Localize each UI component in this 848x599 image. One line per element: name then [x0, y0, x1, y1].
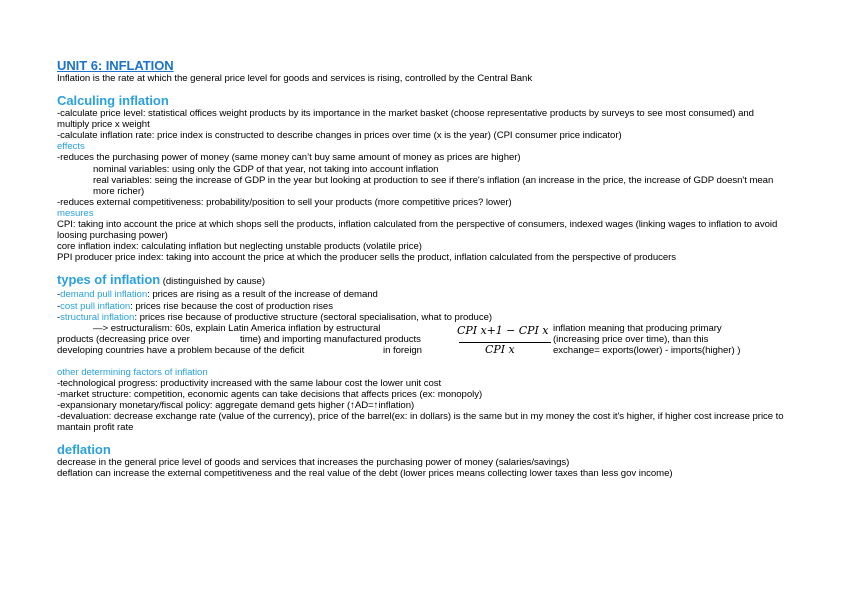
structuralism-row-2c: (increasing price over time), than this — [553, 333, 709, 345]
structural-text: : prices rise because of productive structure (sectoral specialisation, what to produce) — [134, 311, 493, 323]
devaluation: -devaluation: decrease exchange rate (value of the currency), price of the barrel(ex: in dollars) is the same but in my money the cost it's higher, if higher cost increase price to mantain profit rate — [57, 411, 784, 434]
structuralism-row-3: developing countries have a problem because of the deficit — [57, 344, 305, 356]
demand-pull-line — [57, 289, 787, 300]
structuralism-row-3c: exchange= exports(lower) - imports(higher) ) — [553, 344, 741, 356]
calc-line-1: -calculate price level: statistical offices weight products by its importance in the market basket (choose representative products by surveys to see most consumed) and multiply price x weight — [57, 108, 754, 131]
cost-pull-text: : prices rise because the cost of production rises — [130, 300, 333, 312]
cost-pull-line — [57, 301, 787, 312]
structuralism-row-3b: in foreign — [383, 344, 422, 356]
demand-pull-text: : prices are rising as a result of the increase of demand — [147, 289, 378, 301]
tech-progress: -technological progress: productivity increased with the same labour cost the lower unit cost — [57, 377, 442, 389]
effect-1: -reduces the purchasing power of money (same money can’t buy same amount of money as prices are higher) — [57, 152, 521, 164]
formula-denominator: CPI x — [485, 342, 515, 356]
ppi-text: PPI producer price index: taking into account the price at which the producer sells the product, inflation calculated from the perspective of producers — [57, 252, 677, 264]
market-structure: -market structure: competition, economic agents can take decisions that affects prices (ex: monopoly) — [57, 388, 483, 400]
structuralism-row-2: products (decreasing price over — [57, 333, 190, 345]
formula-numerator: CPI x+1 − CPI x — [457, 323, 549, 337]
effect-2: -reduces external competitiveness: probability/position to sell your products (more competitive prices? lower) — [57, 196, 512, 208]
structural-line — [57, 312, 787, 323]
demand-pull-label: demand pull inflation — [60, 289, 148, 301]
cpi-text: CPI: taking into account the price at which shops sell the products, inflation calculated from the perspective of consumers, indexed wages (linking wages to inflation to avoid loosing purchasing power) — [57, 219, 778, 242]
dash: - — [57, 311, 61, 323]
structuralism-row-1b: inflation meaning that producing primary — [553, 322, 722, 334]
real-variables: real variables: seing the increase of GDP in the year but looking at production to see if there's inflation (an increase in the price, the increase of GDP doesn't mean more richer) — [93, 174, 774, 197]
deflation-line-1: decrease in the general price level of goods and services that increases the purchasing power of money (salaries/savings) — [57, 457, 570, 469]
measures-label: mesures — [57, 207, 94, 219]
structural-label: structural inflation — [60, 311, 135, 323]
other-factors-label: other determining factors of inflation — [57, 366, 208, 378]
unit-title: UNIT 6: INFLATION — [57, 58, 174, 73]
dash: - — [57, 289, 61, 301]
structuralism-block — [57, 323, 787, 367]
calc-line-2: -calculate inflation rate: price index is constructed to describe changes in prices over time (x is the year) (CPI consumer price indicator) — [57, 130, 622, 142]
expansionary-policy: -expansionary monetary/fiscal policy: aggregate demand gets higher (↑AD=↑inflation) — [57, 399, 415, 411]
section-heading-types — [57, 272, 787, 289]
section-heading-deflation: deflation — [57, 442, 111, 458]
dash: - — [57, 300, 61, 312]
inflation-rate-formula — [457, 325, 553, 359]
intro-text: Inflation is the rate at which the general price level for goods and services is rising, controlled by the Central Bank — [57, 73, 533, 84]
section-heading-calculing: Calculing inflation — [57, 93, 169, 109]
document-page — [57, 58, 787, 479]
deflation-line-2: deflation can increase the external competitiveness and the real value of the debt (lower prices means collecting lower taxes than less gov income) — [57, 468, 673, 480]
nominal-variables: nominal variables: using only the GDP of that year, not taking into account inflation — [93, 163, 439, 175]
structuralism-row-1: —> estructuralism: 60s, explain Latin America inflation by estructural — [93, 322, 381, 334]
effects-label: effects — [57, 141, 85, 153]
cost-pull-label: cost pull inflation — [60, 300, 131, 312]
types-heading-text: types of inflation — [57, 272, 161, 288]
types-heading-suffix: (distinguished by cause) — [160, 276, 265, 288]
core-inflation-text: core inflation index: calculating inflation but neglecting unstable products (volatile price) — [57, 241, 422, 253]
structuralism-row-2b: time) and importing manufactured products — [240, 333, 421, 345]
